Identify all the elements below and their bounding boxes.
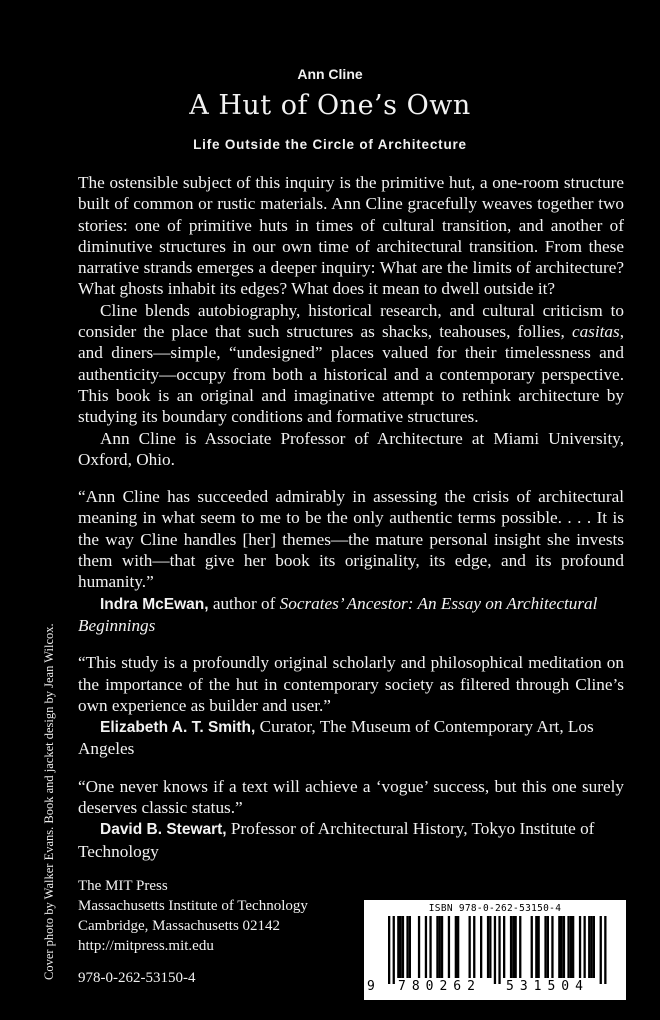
blurb-2-quote: “This study is a profoundly original scholarly and philosophical meditation on the importance of the hut in contemporary society as filtered through Cline’s own experience as builder and user.”	[78, 653, 624, 715]
barcode-bar	[551, 916, 553, 978]
barcode-bar	[519, 916, 521, 978]
barcode-bar	[535, 916, 537, 978]
barcode-bar	[473, 916, 475, 978]
barcode-bar	[561, 916, 563, 978]
barcode-bar	[388, 916, 390, 984]
publisher-institute: Massachusetts Institute of Technology	[78, 898, 308, 914]
barcode-bar	[397, 916, 399, 978]
description-p2-italic: casitas	[571, 322, 620, 342]
barcode-bar	[494, 916, 496, 984]
barcode-bar	[418, 916, 420, 978]
barcode-bar	[567, 916, 569, 978]
blurb-3-attribution	[78, 818, 624, 862]
barcode-bar	[439, 916, 441, 978]
barcode-bar	[510, 916, 512, 978]
barcode-bar	[400, 916, 402, 978]
blurb-1-name: Indra McEwan,	[100, 595, 209, 613]
barcode-bar	[593, 916, 595, 978]
barcode-digits-left: 780262	[398, 979, 481, 994]
book-subtitle: Life Outside the Circle of Architecture	[193, 137, 467, 152]
barcode-bar	[429, 916, 431, 978]
back-cover-text	[78, 172, 624, 862]
author-name: Ann Cline	[297, 66, 363, 82]
barcode-bar	[469, 916, 471, 978]
barcode-bar	[425, 916, 427, 978]
barcode-bar	[590, 916, 592, 978]
barcode-bar	[393, 916, 395, 984]
barcode-bar	[544, 916, 546, 978]
barcode-bar	[409, 916, 411, 978]
barcode-bar	[604, 916, 606, 984]
description-p2-end: , and diners—simple, “undesigned” places valued for their timelessness and authenticity—occupy from both a historical and a contemporary perspective. This book is an original and imaginative attempt to rethink architecture by studying its boundary conditions and formative structures.	[78, 322, 624, 427]
blurb-2-attribution	[78, 716, 624, 760]
publisher-address: Cambridge, Massachusetts 02142	[78, 918, 281, 934]
barcode-bar	[489, 916, 491, 978]
barcode-bar	[538, 916, 540, 978]
barcode-bar	[436, 916, 438, 978]
description-p2-start: Cline blends autobiography, historical research, and cultural criticism to consider the place that such structures as shacks, teahouses, follies,	[78, 300, 624, 342]
blurb-2-name: Elizabeth A. T. Smith,	[100, 719, 256, 737]
author-bio: Ann Cline is Associate Professor of Architecture at Miami University, Oxford, Ohio.	[78, 428, 624, 469]
barcode-bar	[600, 916, 602, 984]
barcode-bar	[558, 916, 560, 978]
barcode-bar	[457, 916, 459, 978]
design-credit: Cover photo by Walker Evans. Book and jacket design by Jean Wilcox.	[42, 623, 56, 980]
barcode-bar	[531, 916, 533, 978]
blurb-1-role: author of	[208, 593, 280, 613]
barcode-bar	[448, 916, 450, 978]
barcode-bar	[487, 916, 489, 978]
barcode-bar	[570, 916, 572, 978]
barcode-bar	[480, 916, 482, 978]
book-title: A Hut of One’s Own	[189, 90, 471, 121]
barcode-digits-right: 531504	[506, 979, 589, 994]
blurb-3-role: Professor of Architectural History, Tokyo Institute of Technology	[78, 819, 595, 861]
barcode-bar	[588, 916, 590, 978]
barcode-bar	[503, 916, 505, 978]
barcode-bars	[372, 916, 618, 984]
barcode-bar	[402, 916, 404, 978]
barcode-bar	[515, 916, 517, 978]
description-paragraph-1: The ostensible subject of this inquiry is the primitive hut, a one-room structure built of common or rustic materials. Ann Cline gracefully weaves together two stories: one of primitive huts in times of cultural transition, and another of diminutive structures in our own time of architectural transition. From these narrative strands emerges a deeper inquiry: What are the limits of architecture? What ghosts inhabit its edges? What does it mean to dwell outside it?	[78, 173, 624, 299]
barcode-bar	[441, 916, 443, 978]
barcode-bar	[584, 916, 586, 978]
blurb-3-quote: “One never knows if a text will achieve a ‘vogue’ success, but this one surely deserves classic status.”	[78, 776, 624, 818]
barcode-bar	[498, 916, 500, 984]
blurb-1-work: Socrates’ Ancestor: An Essay on Architectural Beginnings	[78, 593, 598, 635]
blurb-1-attribution	[78, 593, 624, 637]
publisher-info	[78, 876, 308, 956]
blurb-1-quote: “Ann Cline has succeeded admirably in assessing the crisis of architectural meaning in what seem to me to be the only authentic terms possible. . . . It is the way Cline handles [her] themes—the mature personal insight she invests them with—that give her book its originality, its edge, and its profound humanity.”	[78, 487, 624, 592]
blurb-2-role: Curator, The Museum of Contemporary Art, Los Angeles	[78, 717, 594, 759]
barcode	[364, 900, 626, 1000]
barcode-bar	[563, 916, 565, 978]
barcode-bar	[512, 916, 514, 978]
barcode-bar	[547, 916, 549, 978]
barcode-bar	[455, 916, 457, 978]
barcode-bar	[406, 916, 408, 978]
barcode-bar	[572, 916, 574, 978]
barcode-bar	[579, 916, 581, 978]
publisher-name: The MIT Press	[78, 878, 168, 894]
barcode-isbn-label: ISBN 978-0-262-53150-4	[428, 903, 562, 914]
publisher-url: http://mitpress.mit.edu	[78, 938, 214, 954]
blurb-3-name: David B. Stewart,	[100, 821, 227, 839]
isbn-text: 978-0-262-53150-4	[78, 970, 196, 986]
barcode-digit-first: 9	[367, 979, 375, 994]
description-paragraph-2	[78, 300, 624, 428]
